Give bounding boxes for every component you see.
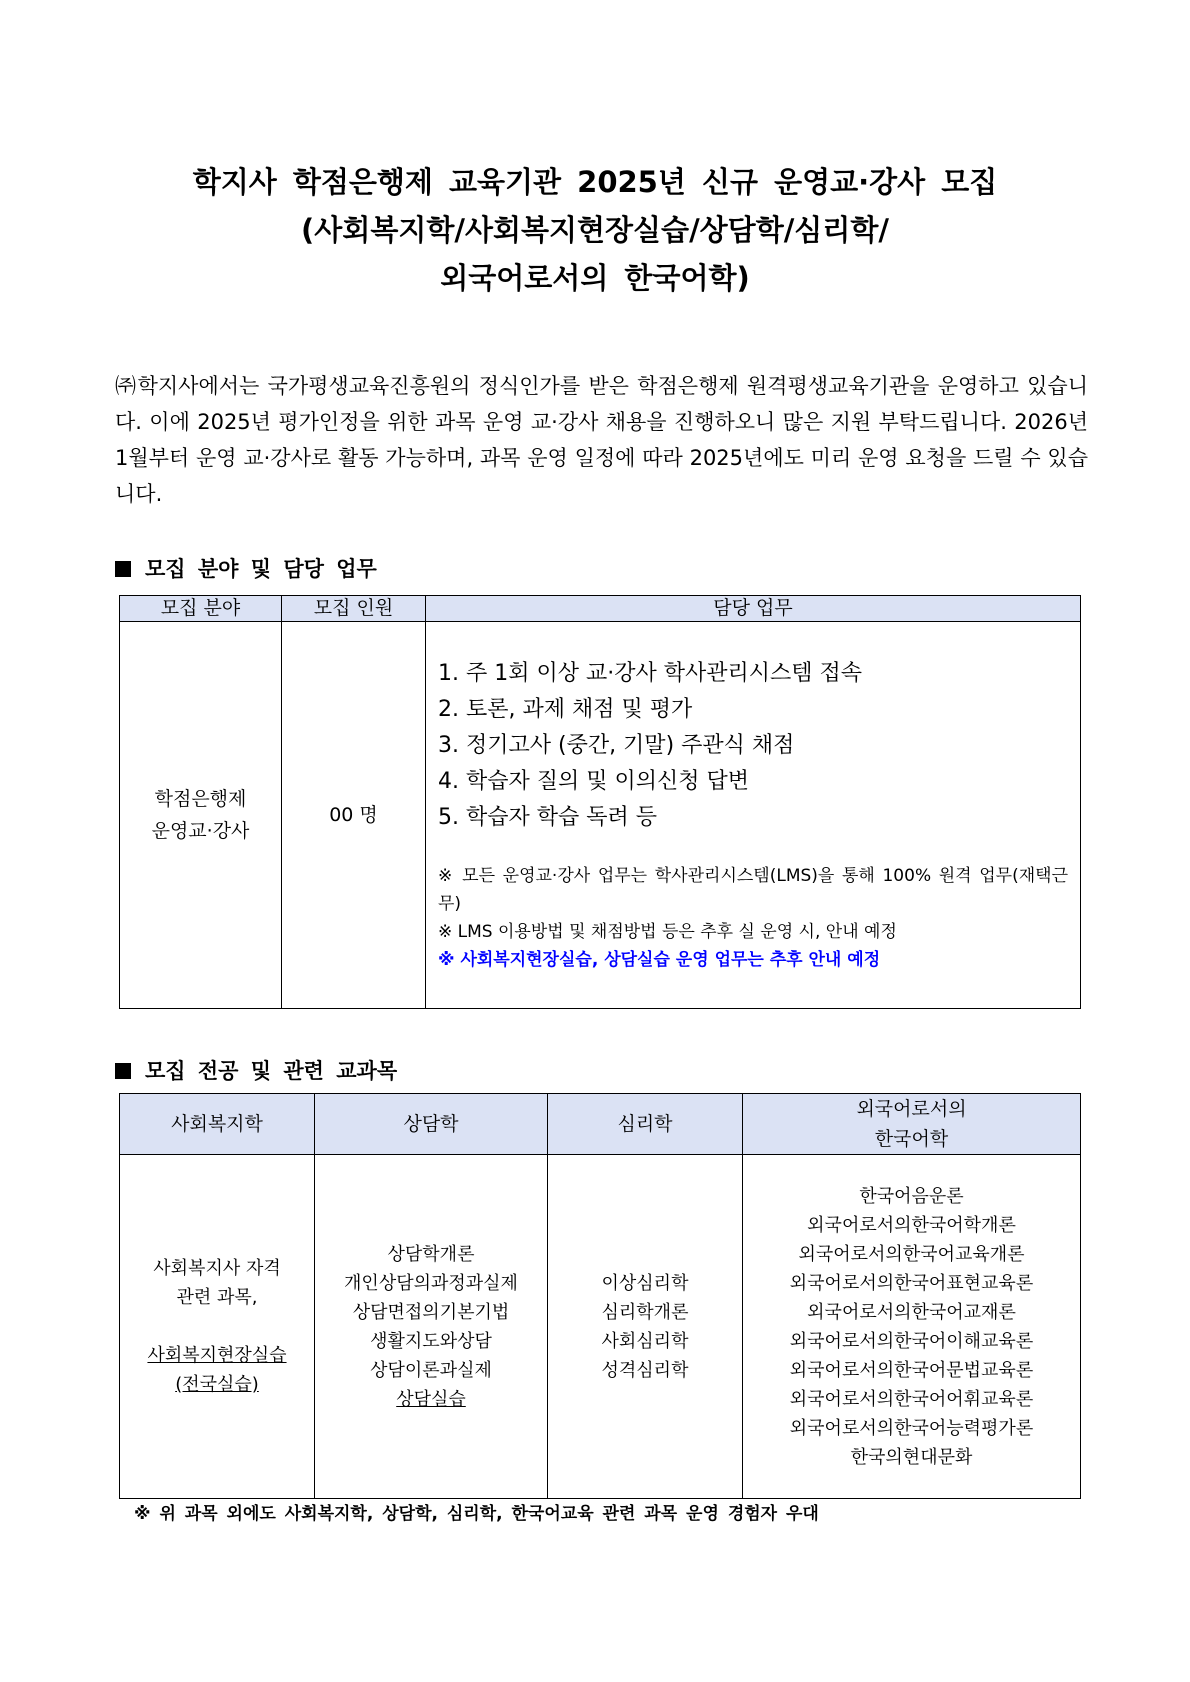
square-bullet-icon (115, 1063, 131, 1079)
note-practicum-highlight: ※ 사회복지현장실습, 상담실습 운영 업무는 추후 안내 예정 (438, 950, 881, 970)
section-heading-label: 모집 전공 및 관련 교과목 (145, 1059, 398, 1083)
psychology-courses (548, 1155, 743, 1499)
course-item: 사회복지사 자격 (153, 1258, 281, 1279)
course-item: 외국어로서의한국어어휘교육론 (789, 1388, 1034, 1410)
header-count: 모집 인원 (282, 596, 426, 622)
course-item-underlined: 사회복지현장실습 (147, 1345, 287, 1366)
document-title (0, 158, 1190, 302)
header-psychology: 심리학 (548, 1094, 743, 1155)
counseling-courses (315, 1155, 548, 1499)
duty-item: 3. 정기고사 (중간, 기말) 주관식 채점 (438, 733, 795, 758)
course-item: 외국어로서의한국어학개론 (807, 1214, 1016, 1236)
course-item-underlined: (전국실습) (175, 1374, 259, 1395)
course-item: 성격심리학 (601, 1359, 689, 1381)
header-korean-line-2: 한국어학 (874, 1128, 949, 1150)
header-korean (743, 1094, 1081, 1155)
duty-item: 2. 토론, 과제 채점 및 평가 (438, 697, 693, 722)
course-item: 외국어로서의한국어문법교육론 (789, 1359, 1034, 1381)
course-item: 이상심리학 (601, 1272, 689, 1294)
intro-paragraph: ㈜학지사에서는 국가평생교육진흥원의 정식인가를 받은 학점은행제 원격평생교육기관을 운영하고 있습니다. 이에 2025년 평가인정을 위한 과목 운영 교·강사 채용을 진행하오니 많은 지원 부탁드립니다. 2026년 1월부터 운영 교·강사로 활동 가능하며, 과목 운영 일정에 따라 2025년에도 미리 운영 요청을 드릴 수 있습니다. (115, 374, 1088, 506)
duty-item: 4. 학습자 질의 및 이의신청 답변 (438, 769, 749, 794)
majors-table (119, 1093, 1081, 1499)
course-item: 관련 과목, (176, 1287, 258, 1308)
duty-item: 1. 주 1회 이상 교·강사 학사관리시스템 접속 (438, 661, 862, 686)
duty-item: 5. 학습자 학습 독려 등 (438, 805, 657, 830)
course-item: 한국의현대문화 (850, 1446, 973, 1468)
duties-cell (426, 622, 1081, 1009)
title-line-2: (사회복지학/사회복지현장실습/상담학/심리학/ (301, 213, 889, 247)
spacer (120, 1312, 314, 1341)
note-lms: ※ LMS 이용방법 및 채점방법 등은 추후 실 운영 시, 안내 예정 (438, 922, 897, 942)
course-item: 외국어로서의한국어이해교육론 (789, 1330, 1034, 1352)
section-heading-majors (115, 1055, 397, 1085)
course-item: 상담학개론 (387, 1243, 475, 1265)
course-item: 생활지도와상담 (370, 1330, 492, 1352)
table-header-row (120, 596, 1081, 622)
course-item: 개인상담의과정과실제 (344, 1272, 518, 1294)
square-bullet-icon (115, 561, 131, 577)
note-remote-work: ※ 모든 운영교·강사 업무는 학사관리시스템(LMS)을 통해 100% 원격 업무(재택근무) (438, 866, 1068, 914)
course-item: 외국어로서의한국어교재론 (807, 1301, 1016, 1323)
field-line-1: 학점은행제 (154, 788, 247, 810)
course-item: 외국어로서의한국어능력평가론 (789, 1417, 1034, 1439)
section-heading-label: 모집 분야 및 담당 업무 (145, 557, 377, 581)
field-line-2: 운영교·강사 (151, 820, 250, 842)
header-field: 모집 분야 (120, 596, 282, 622)
social-welfare-courses (120, 1155, 315, 1499)
preference-footnote: ※ 위 과목 외에도 사회복지학, 상담학, 심리학, 한국어교육 관련 과목 운영 경험자 우대 (134, 1504, 819, 1524)
course-item: 외국어로서의한국어교육개론 (798, 1243, 1025, 1265)
course-item: 상담이론과실제 (370, 1359, 492, 1381)
count-cell: 00 명 (282, 622, 426, 1009)
table-row (120, 1155, 1081, 1499)
header-korean-line-1: 외국어로서의 (856, 1098, 967, 1120)
field-cell (120, 622, 282, 1009)
title-line-1: 학지사 학점은행제 교육기관 2025년 신규 운영교·강사 모집 (192, 165, 998, 199)
header-duties: 담당 업무 (426, 596, 1081, 622)
course-item: 한국어음운론 (859, 1185, 964, 1207)
course-item: 상담면접의기본기법 (352, 1301, 510, 1323)
course-item: 외국어로서의한국어표현교육론 (789, 1272, 1034, 1294)
table-header-row (120, 1094, 1081, 1155)
course-item: 심리학개론 (601, 1301, 689, 1323)
title-line-3: 외국어로서의 한국어학) (440, 261, 750, 295)
section-heading-recruitment (115, 553, 377, 583)
header-social-welfare: 사회복지학 (120, 1094, 315, 1155)
course-item-underlined: 상담실습 (396, 1388, 466, 1410)
table-row (120, 622, 1081, 1009)
duty-notes (438, 862, 1068, 974)
course-item: 사회심리학 (601, 1330, 689, 1352)
duties-list (438, 656, 1068, 836)
header-counseling: 상담학 (315, 1094, 548, 1155)
korean-courses (743, 1155, 1081, 1499)
recruitment-table (119, 595, 1081, 1009)
